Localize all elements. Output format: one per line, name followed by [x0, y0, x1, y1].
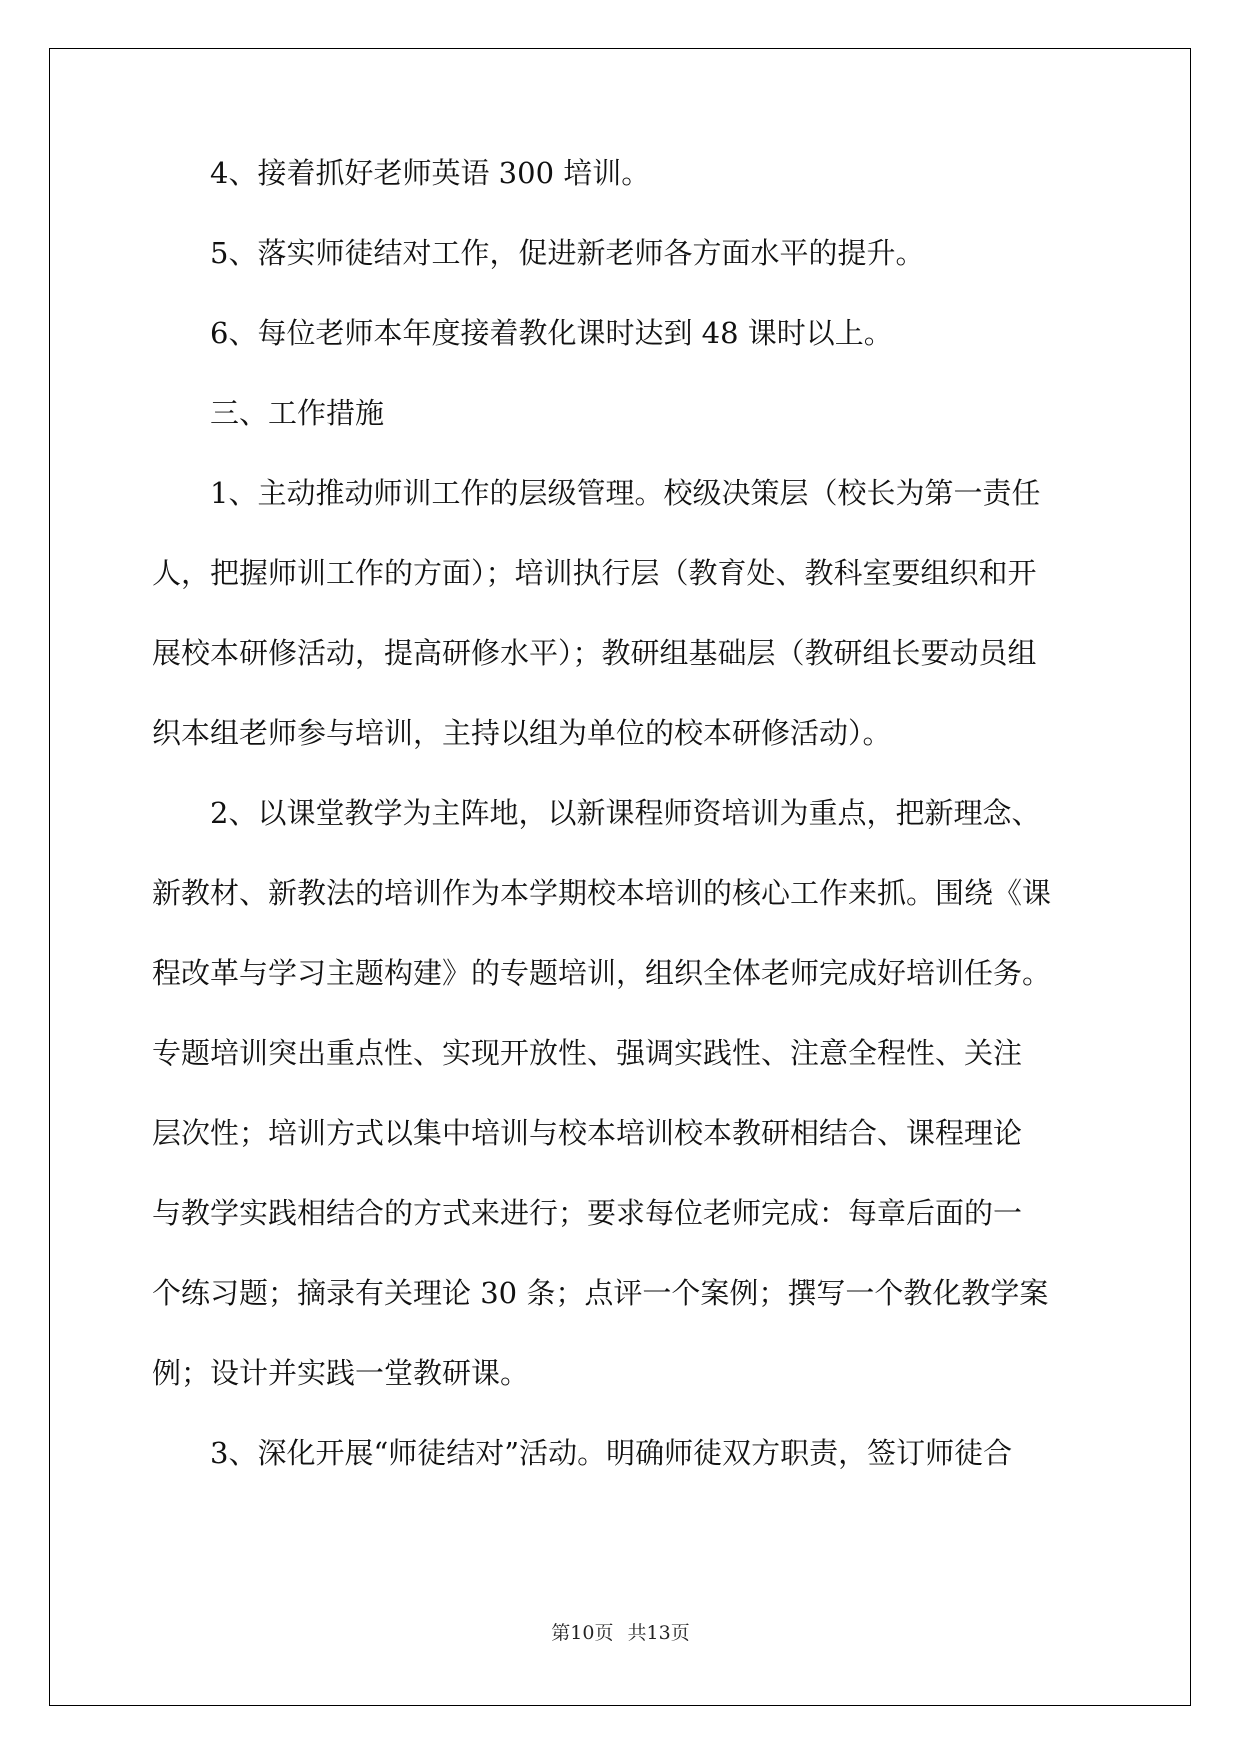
text-line-5: 1、主动推动师训工作的层级管理。校级决策层（校长为第一责任: [210, 476, 1041, 510]
text-line-14: 与教学实践相结合的方式来进行；要求每位老师完成：每章后面的一: [152, 1196, 1023, 1230]
page-footer: [0, 1618, 1241, 1645]
text-line-17: 3、深化开展“师徒结对”活动。明确师徒双方职责，签订师徒合: [210, 1436, 1013, 1470]
text-line-7: 展校本研修活动，提高研修水平）；教研组基础层（教研组长要动员组: [152, 636, 1037, 670]
text-line-16: 例；设计并实践一堂教研课。: [152, 1356, 530, 1390]
text-line-8: 织本组老师参与培训，主持以组为单位的校本研修活动）。: [152, 716, 892, 750]
text-line-9: 2、以课堂教学为主阵地，以新课程师资培训为重点，把新理念、: [210, 796, 1041, 830]
text-line-1: 4、接着抓好老师英语 300 培训。: [210, 156, 651, 190]
text-line-6: 人，把握师训工作的方面）；培训执行层（教育处、教科室要组织和开: [152, 556, 1037, 590]
text-line-12: 专题培训突出重点性、实现开放性、强调实践性、注意全程性、关注: [152, 1036, 1023, 1070]
section-heading: 三、工作措施: [210, 396, 385, 430]
text-line-11: 程改革与学习主题构建》的专题培训，组织全体老师完成好培训任务。: [152, 956, 1052, 990]
current-page-label: 第10页: [551, 1622, 614, 1644]
total-pages-label: 共13页: [627, 1622, 690, 1644]
text-line-15: 个练习题；摘录有关理论 30 条；点评一个案例；撰写一个教化教学案: [152, 1276, 1049, 1310]
text-line-3: 6、每位老师本年度接着教化课时达到 48 课时以上。: [210, 316, 893, 350]
text-line-10: 新教材、新教法的培训作为本学期校本培训的核心工作来抓。围绕《课: [152, 876, 1052, 910]
text-line-13: 层次性；培训方式以集中培训与校本培训校本教研相结合、课程理论: [152, 1116, 1023, 1150]
text-line-2: 5、落实师徒结对工作，促进新老师各方面水平的提升。: [210, 236, 925, 270]
